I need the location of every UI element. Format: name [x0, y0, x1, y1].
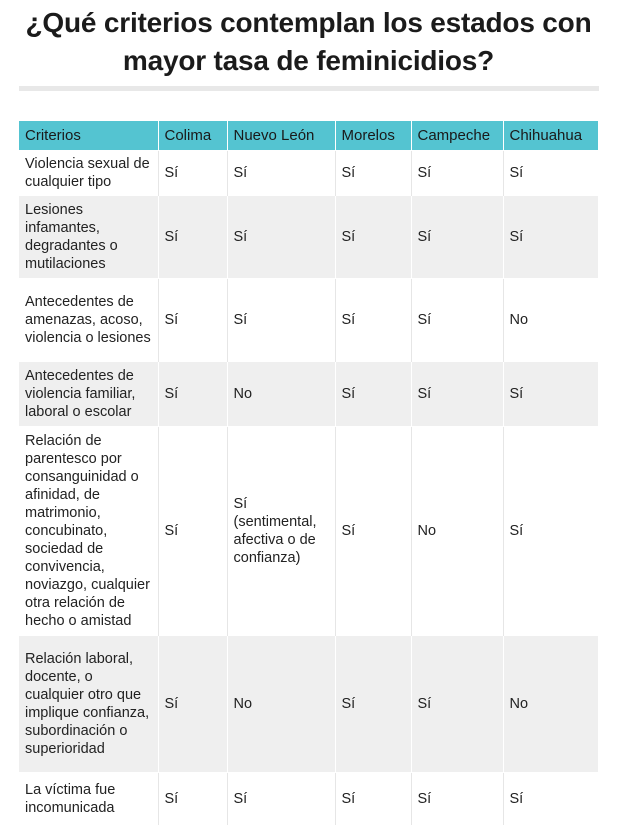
value-cell: Sí — [335, 427, 411, 636]
title-divider — [19, 86, 599, 91]
criterion-cell: Antecedentes de amenazas, acoso, violencia o lesiones — [19, 279, 158, 362]
value-cell: Sí — [411, 362, 503, 427]
value-cell: No — [227, 636, 335, 773]
value-cell: Sí — [503, 427, 598, 636]
header-campeche: Campeche — [411, 121, 503, 151]
value-cell: Sí — [227, 151, 335, 196]
value-cell: Sí — [335, 151, 411, 196]
value-cell: Sí — [335, 196, 411, 279]
value-cell: Sí — [411, 151, 503, 196]
value-cell: Sí — [411, 196, 503, 279]
header-chihuahua: Chihuahua — [503, 121, 598, 151]
header-morelos: Morelos — [335, 121, 411, 151]
value-cell: Sí — [503, 151, 598, 196]
value-cell: Sí — [503, 362, 598, 427]
criterion-cell: Relación de parentesco por consanguinidad o afinidad, de matrimonio, concubinato, sociedad de convivencia, noviazgo, cualquier otra relación de hecho o amistad — [19, 427, 158, 636]
header-nuevo-leon: Nuevo León — [227, 121, 335, 151]
criteria-table — [19, 121, 598, 825]
table-row — [19, 636, 598, 773]
value-cell: Sí — [335, 773, 411, 825]
value-cell: No — [411, 427, 503, 636]
value-cell: No — [227, 362, 335, 427]
value-cell: Sí — [158, 196, 227, 279]
table-row — [19, 196, 598, 279]
value-cell: Sí — [503, 773, 598, 825]
value-cell: Sí — [158, 773, 227, 825]
value-cell: Sí — [335, 636, 411, 773]
table-row — [19, 773, 598, 825]
criterion-cell: Antecedentes de violencia familiar, laboral o escolar — [19, 362, 158, 427]
value-cell: Sí — [411, 773, 503, 825]
value-cell: Sí — [227, 773, 335, 825]
table-row — [19, 279, 598, 362]
value-cell: No — [503, 279, 598, 362]
value-cell: Sí — [227, 196, 335, 279]
table-header-row — [19, 121, 598, 151]
criterion-cell: Violencia sexual de cualquier tipo — [19, 151, 158, 196]
table-row — [19, 362, 598, 427]
value-cell: Sí — [503, 196, 598, 279]
criterion-cell: La víctima fue incomunicada — [19, 773, 158, 825]
value-cell: Sí — [158, 151, 227, 196]
page-title: ¿Qué criterios contemplan los estados con mayor tasa de feminicidios? — [0, 0, 617, 80]
value-cell: Sí — [335, 279, 411, 362]
value-cell: Sí — [411, 636, 503, 773]
value-cell: Sí — [227, 279, 335, 362]
criterion-cell: Lesiones infamantes, degradantes o mutilaciones — [19, 196, 158, 279]
table-row — [19, 427, 598, 636]
header-colima: Colima — [158, 121, 227, 151]
value-cell: Sí — [411, 279, 503, 362]
table-row — [19, 151, 598, 196]
value-cell: Sí (sentimental, afectiva o de confianza) — [227, 427, 335, 636]
value-cell: Sí — [158, 362, 227, 427]
value-cell: Sí — [158, 636, 227, 773]
value-cell: Sí — [158, 427, 227, 636]
value-cell: Sí — [335, 362, 411, 427]
value-cell: Sí — [158, 279, 227, 362]
criterion-cell: Relación laboral, docente, o cualquier otro que implique confianza, subordinación o superioridad — [19, 636, 158, 773]
header-criterios: Criterios — [19, 121, 158, 151]
value-cell: No — [503, 636, 598, 773]
